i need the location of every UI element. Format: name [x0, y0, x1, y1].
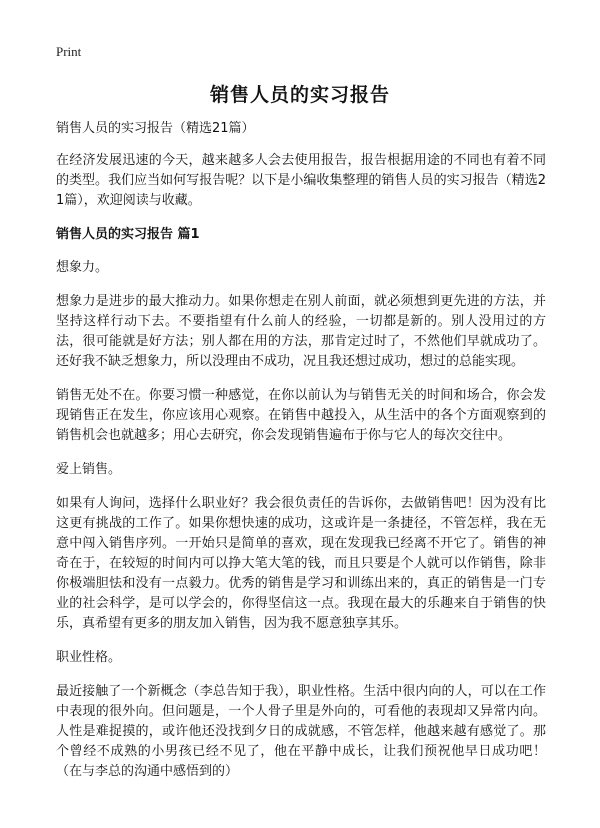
- article-body: [56, 119, 546, 796]
- paragraph: 职业性格。: [56, 650, 122, 665]
- paragraph: 如果有人询问，选择什么职业好？我会很负责任的告诉你，去做销售吧！因为没有比这更有挑战的工作了。如果你想快速的成功，这或许是一条捷径，不管怎样，我在无意中闯入销售序列。一开始只是简单的喜欢，现在发现我已经离不开它了。销售的神奇在于，在较短的时间内可以挣大笔大笔的钱，而且只要是个人就可以作销售，除非你极端胆怯和没有一点毅力。优秀的销售是学习和训练出来的，真正的销售是一门专业的社会科学，是可以学会的，你得坚信这一点。我现在最大的乐趣来自于销售的快乐，真希望有更多的朋友加入销售，因为我不愿意独享其乐。: [56, 496, 546, 631]
- paragraph: 想象力。: [56, 260, 109, 275]
- section-heading: 销售人员的实习报告 篇1: [56, 227, 200, 242]
- page-title: 销售人员的实习报告: [209, 84, 390, 106]
- paragraph: 最近接触了一个新概念（李总告知于我），职业性格。生活中很内向的人，可以在工作中表现的很外向。但问题是，一个人骨子里是外向的，可看他的表现却又异常内向。人性是难捉摸的，或许他还没找到夕日的成就感，不管怎样，他越来越有感觉了。那个曾经不成熟的小男孩已经不见了，他在平静中成长，让我们预祝他早日成功吧！（在与李总的沟通中感悟到的）: [56, 684, 546, 779]
- paragraph: 销售无处不在。你要习惯一种感觉，在你以前认为与销售无关的时间和场合，你会发现销售正在发生，你应该用心观察。在销售中越投入，从生活中的各个方面观察到的销售机会也就越多；用心去研究，你会发现销售遍布于你与它人的每次交往中。: [56, 388, 546, 443]
- print-link[interactable]: Print: [56, 44, 82, 59]
- article-subtitle: 销售人员的实习报告（精选21篇）: [56, 121, 255, 136]
- intro-paragraph: 在经济发展迅速的今天，越来越多人会去使用报告，报告根据用途的不同也有着不同的类型。我们应当如何写报告呢？以下是小编收集整理的销售人员的实习报告（精选21篇），欢迎阅读与收藏。: [56, 153, 546, 208]
- paragraph: 想象力是进步的最大推动力。如果你想走在别人前面，就必须想到更先进的方法，并坚持这样行动下去。不要指望有什么前人的经验，一切都是新的。别人没用过的方法，很可能就是好方法；别人都在用的方法，那肯定过时了，不然他们早就成功了。还好我不缺乏想象力，所以没理由不成功，况且我还想过成功，想过的总能实现。: [56, 294, 546, 369]
- paragraph: 爱上销售。: [56, 462, 122, 477]
